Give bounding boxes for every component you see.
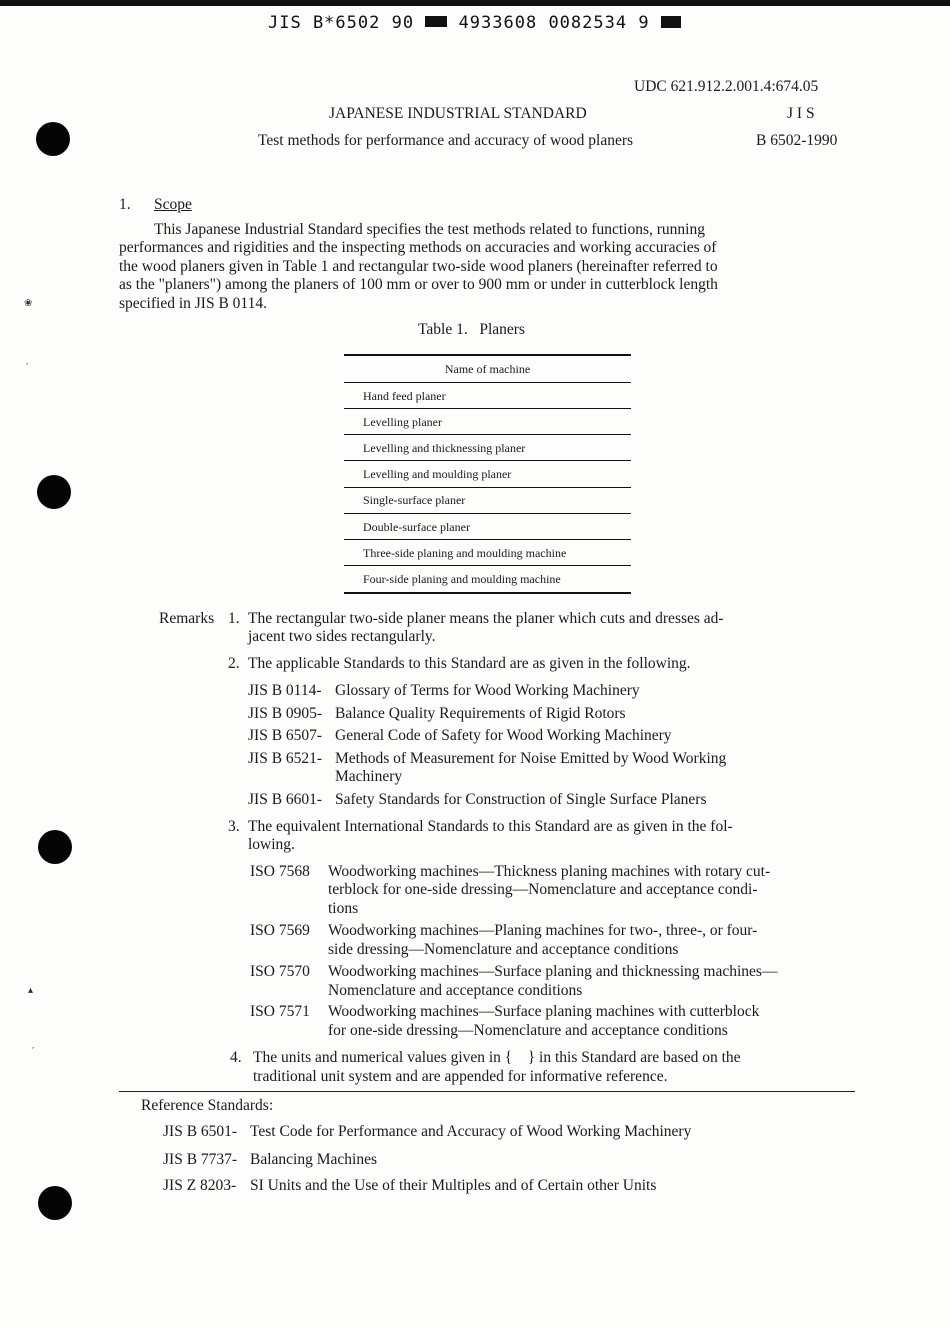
standard-ref-code: JIS B 0114- — [248, 682, 322, 699]
table-rule — [344, 382, 631, 383]
standard-ref-code: JIS B 0905- — [248, 705, 323, 722]
punch-hole — [36, 122, 70, 156]
scan-speck: ′ — [32, 1046, 35, 1057]
standard-ref-title: Glossary of Terms for Wood Working Machinery — [335, 682, 640, 699]
iso-code: ISO 7570 — [250, 963, 310, 980]
iso-code: ISO 7568 — [250, 863, 310, 880]
table-caption: Table 1. Planers — [418, 321, 525, 338]
iso-title-line: Woodworking machines—Thickness planing machines with rotary cut- — [328, 863, 771, 880]
remark-number: 4. — [230, 1049, 242, 1066]
iso-title-line: Woodworking machines—Surface planing machines with cutterblock — [328, 1003, 760, 1020]
standard-ref-title: General Code of Safety for Wood Working Machinery — [335, 727, 672, 744]
iso-code: ISO 7571 — [250, 1003, 310, 1020]
remark-text-line: jacent two sides rectangularly. — [248, 628, 436, 645]
iso-title-line: side dressing—Nomenclature and acceptance conditions — [328, 941, 679, 958]
reference-code: JIS B 7737- — [163, 1151, 238, 1168]
scope-text-line: specified in JIS B 0114. — [119, 295, 267, 312]
standard-ref-code: JIS B 6601- — [248, 791, 323, 808]
reference-code: JIS B 6501- — [163, 1123, 238, 1140]
iso-title-line: Nomenclature and acceptance conditions — [328, 982, 583, 999]
scan-speck: ′ — [26, 362, 29, 373]
table-rule — [344, 487, 631, 488]
scope-text-line: performances and rigidities and the inspecting methods on accuracies and working accuracies of — [119, 239, 717, 256]
section-heading — [154, 196, 192, 214]
remark-text-line: The units and numerical values given in { } in this Standard are based on the — [253, 1049, 741, 1066]
table-row: Hand feed planer — [363, 389, 446, 403]
black-block-mark — [661, 16, 681, 28]
remark-text-line: lowing. — [248, 836, 295, 853]
table-rule — [344, 539, 631, 540]
remark-number: 2. — [228, 655, 240, 672]
scope-heading-text: Scope — [154, 196, 192, 213]
standard-name: JAPANESE INDUSTRIAL STANDARD — [329, 105, 587, 122]
standard-ref-code: JIS B 6521- — [248, 750, 323, 767]
reference-code: JIS Z 8203- — [163, 1177, 237, 1194]
table-row: Four-side planing and moulding machine — [363, 572, 561, 586]
table-header: Name of machine — [444, 362, 531, 376]
iso-title-line: Woodworking machines—Surface planing and thicknessing machines— — [328, 963, 778, 980]
black-block-mark — [425, 16, 447, 27]
remark-text-line: The equivalent International Standards to this Standard are as given in the fol- — [248, 818, 733, 835]
table-row: Levelling planer — [363, 415, 442, 429]
reference-title: Balancing Machines — [250, 1151, 377, 1168]
document-id-stamp — [268, 13, 708, 33]
reference-title: Test Code for Performance and Accuracy of Wood Working Machinery — [250, 1123, 692, 1140]
top-scan-bar — [0, 0, 950, 6]
table-row: Single-surface planer — [363, 493, 466, 507]
standard-ref-title: Safety Standards for Construction of Single Surface Planers — [335, 791, 707, 808]
jis-label: J I S — [787, 105, 815, 122]
punch-hole — [38, 830, 72, 864]
reference-heading: Reference Standards: — [141, 1097, 274, 1114]
remarks-label: Remarks — [159, 610, 215, 627]
iso-code: ISO 7569 — [250, 922, 310, 939]
iso-title-line: Woodworking machines—Planing machines for two-, three-, or four- — [328, 922, 758, 939]
doc-id-part1: JIS B*6502 90 — [268, 13, 415, 33]
table-row: Three-side planing and moulding machine — [363, 546, 567, 560]
scope-text-line: the wood planers given in Table 1 and rectangular two-side wood planers (hereinafter referred to — [119, 258, 718, 275]
remark-text-line: traditional unit system and are appended for informative reference. — [253, 1068, 668, 1085]
table-rule — [344, 513, 631, 514]
table-row: Levelling and thicknessing planer — [363, 441, 526, 455]
scope-text-line: This Japanese Industrial Standard specifies the test methods related to functions, running — [154, 221, 705, 238]
standard-ref-code: JIS B 6507- — [248, 727, 323, 744]
remark-text-line: The rectangular two-side planer means the planer which cuts and dresses ad- — [248, 610, 724, 627]
table-bottom-rule — [344, 592, 631, 594]
doc-id-part2: 4933608 0082534 9 — [458, 13, 650, 33]
table-row: Levelling and moulding planer — [363, 467, 512, 481]
table-row: Double-surface planer — [363, 520, 470, 534]
document-title: Test methods for performance and accuracy of wood planers — [258, 132, 634, 149]
table-top-rule — [344, 354, 631, 356]
iso-title-line: for one-side dressing—Nomenclature and acceptance conditions — [328, 1022, 728, 1039]
scope-text-line: as the "planers") among the planers of 100 mm or over to 900 mm or under in cutterblock length — [119, 276, 718, 293]
standard-ref-title: Balance Quality Requirements of Rigid Rotors — [335, 705, 626, 722]
scan-speck: ▴ — [28, 985, 34, 996]
punch-hole — [38, 1186, 72, 1220]
standard-ref-title: Methods of Measurement for Noise Emitted by Wood Working — [335, 750, 727, 767]
punch-hole — [37, 475, 71, 509]
scan-speck: ❀ — [24, 298, 33, 309]
iso-title-line: tions — [328, 900, 359, 917]
remark-text-line: The applicable Standards to this Standard are as given in the following. — [248, 655, 691, 672]
table-rule — [344, 434, 631, 435]
reference-title: SI Units and the Use of their Multiples and of Certain other Units — [250, 1177, 657, 1194]
table-rule — [344, 565, 631, 566]
remark-number: 1. — [228, 610, 240, 627]
standard-number: B 6502-1990 — [756, 132, 838, 149]
remark-number: 3. — [228, 818, 240, 835]
reference-separator-rule — [119, 1091, 855, 1092]
section-number: 1. — [119, 196, 131, 213]
table-rule — [344, 460, 631, 461]
table-rule — [344, 408, 631, 409]
udc-code: UDC 621.912.2.001.4:674.05 — [634, 78, 819, 95]
standard-ref-title-cont: Machinery — [335, 768, 403, 785]
iso-title-line: terblock for one-side dressing—Nomenclature and acceptance condi- — [328, 881, 758, 898]
